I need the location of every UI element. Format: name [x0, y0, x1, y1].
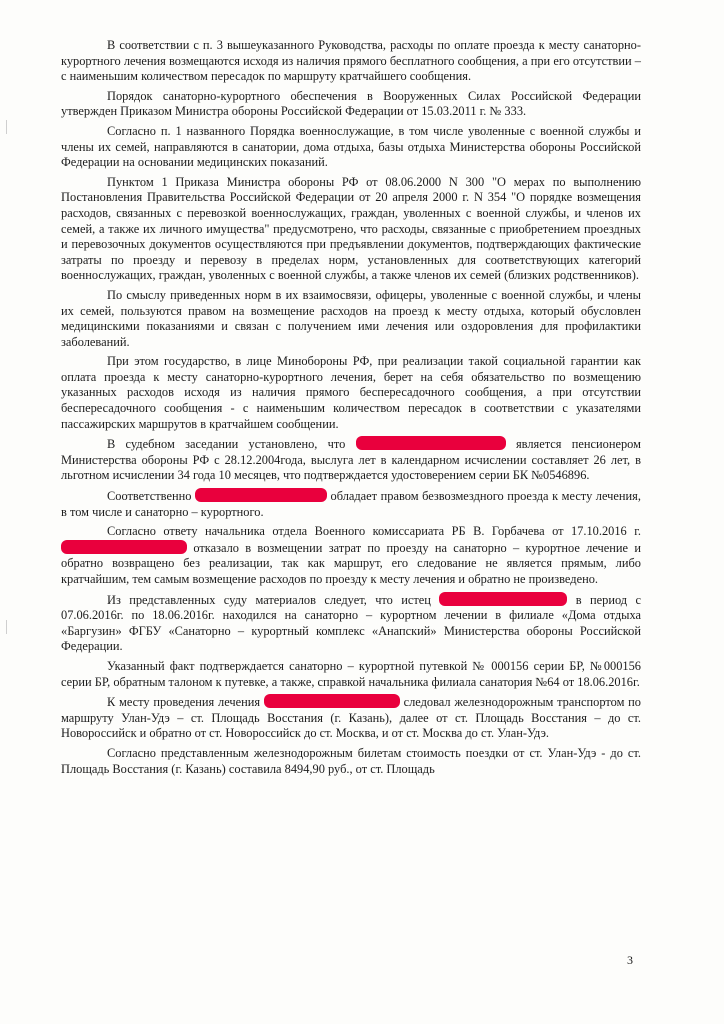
scan-edge-mark	[6, 620, 11, 634]
paragraph-10-end: в период с 07.06.2016г. по 18.06.2016г. находился на санаторно – курортном лечении в филиале «Дома отдыха «Баргузин» ФГБУ «Санаторно – курортный комплекс «Анапский» Министерства обороны Российской Федерации.	[61, 592, 641, 654]
paragraph-8	[61, 488, 641, 520]
paragraph-9	[61, 524, 641, 587]
paragraph-6: При этом государство, в лице Минобороны РФ, при реализации такой социальной гарантии как оплата проезда к месту санаторно-курортного лечения, берет на себя обязательство по возмещению указанных расходов исходя из наличия прямого беспересадочного сообщения, а при отсутствии беспересадочного сообщения - с наименьшим количеством пересадок в соответствии с указателями пассажирских маршрутов в кратчайшем сообщении.	[61, 354, 641, 431]
redaction-mark	[195, 488, 327, 502]
paragraph-12	[61, 694, 641, 742]
paragraph-10-start: Из представленных суду материалов следует, что истец	[107, 592, 431, 607]
paragraph-7-start: В судебном заседании установлено, что	[107, 437, 346, 452]
paragraph-9-end: отказало в возмещении затрат по проезду на санаторно – курортное лечение и обратно возвращено без реализации, так как маршрут, его следование не является прямым, либо кратчайшим, тем самым возмещение расходов по проезду к месту лечения и обратно не произведено.	[61, 540, 641, 586]
paragraph-7-end: является пенсионером Министерства обороны РФ с 28.12.2004года, выслуга лет в календарном исчислении составляет 26 лет, в льготном исчислении 34 года 10 месяцев, что подтверждается удостоверением серии БК №0546896.	[61, 437, 641, 483]
paragraph-4: Пунктом 1 Приказа Министра обороны РФ от 08.06.2000 N 300 "О мерах по выполнению Постановления Правительства Российской Федерации от 20 апреля 2000 г. N 354 "О порядке возмещения расходов, связанных с перевозкой военнослужащих, граждан, уволенных с военной службы, и членов их семей, а также их личного имущества" предусмотрено, что расходы, связанные с приобретением проездных и перевозочных документов осуществляются при предъявлении документов, подтверждающих фактические затраты по проезду и перевозу в пределах норм, установленных для соответствующих категорий военнослужащих, граждан, уволенных с военной службы, а также членов их семей (близких родственников).	[61, 174, 641, 283]
paragraph-11: Указанный факт подтверждается санаторно – курортной путевкой № 000156 серии БР, №000156 серии БР, обратным талоном к путевке, а также, справкой начальника филиала санатория №64 от 18.06.2016г.	[61, 658, 641, 689]
paragraph-13: Согласно представленным железнодорожным билетам стоимость поездки от ст. Улан-Удэ - до ст. Площадь Восстания (г. Казань) составила 8494,90 руб., от ст. Площадь	[61, 745, 641, 776]
paragraph-10	[61, 592, 641, 655]
redaction-mark	[356, 436, 506, 450]
redaction-mark	[61, 540, 187, 554]
scan-edge-mark	[6, 120, 11, 134]
redaction-mark	[264, 694, 400, 708]
paragraph-12-end: следовал железнодорожным транспортом по маршруту Улан-Удэ – ст. Площадь Восстания (г. Казань), далее от ст. Площадь Восстания – до ст. Новороссийск и обратно от ст. Новороссийск до ст. Москва, и от ст. Москва до ст. Улан-Удэ.	[61, 695, 641, 741]
document-body	[61, 38, 641, 781]
paragraph-5: По смыслу приведенных норм в их взаимосвязи, офицеры, уволенные с военной службы, и члены их семей, пользуются правом на возмещение расходов на проезд к месту отдыха, который обусловлен медицинскими показаниями и связан с получением ими лечения или оздоровления для профилактики заболеваний.	[61, 287, 641, 349]
paragraph-7	[61, 436, 641, 484]
redaction-mark	[439, 592, 567, 606]
paragraph-3: Согласно п. 1 названного Порядка военнослужащие, в том числе уволенные с военной службы и члены их семей, направляются в санатории, дома отдыха, базы отдыха Министерства обороны Российской Федерации на основании медицинских показаний.	[61, 123, 641, 170]
paragraph-1: В соответствии с п. 3 вышеуказанного Руководства, расходы по оплате проезда к месту санаторно-курортного лечения возмещаются исходя из наличия прямого бесплатного сообщения, а при его отсутствии – с наименьшим количеством пересадок по маршруту кратчайшего сообщения.	[61, 38, 641, 84]
paragraph-12-start: К месту проведения лечения	[107, 695, 261, 710]
paragraph-8-end: обладает правом безвозмездного проезда к месту лечения, в том числе и санаторно – курортного.	[61, 489, 641, 519]
paragraph-9-start: Согласно ответу начальника отдела Военного комиссариата РБ В. Горбачева от 17.10.2016 г.	[107, 524, 641, 539]
paragraph-8-start: Соответственно	[107, 489, 192, 504]
paragraph-2: Порядок санаторно-курортного обеспечения в Вооруженных Силах Российской Федерации утвержден Приказом Министра обороны Российской Федерации от 15.03.2011 г. № 333.	[61, 88, 641, 119]
page-number: 3	[627, 953, 633, 967]
